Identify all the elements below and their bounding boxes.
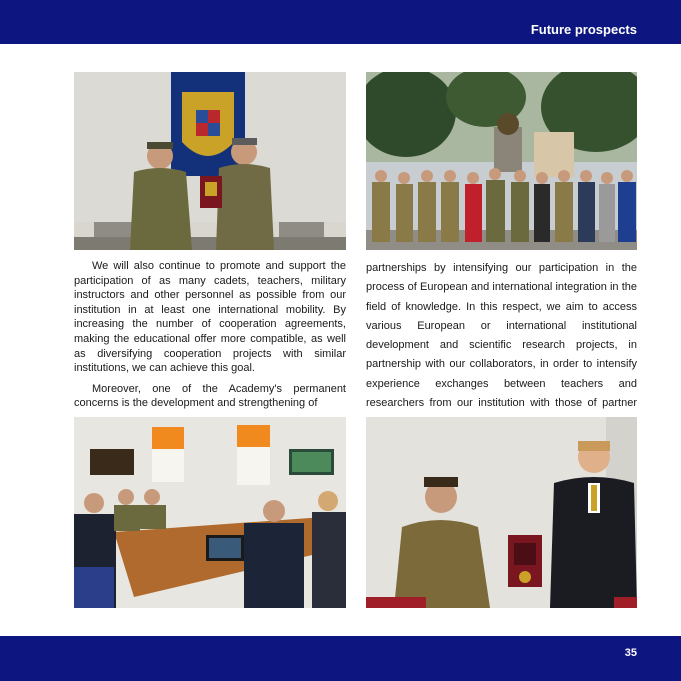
header-bar: [0, 0, 681, 44]
photo-meeting-room: [74, 417, 346, 608]
footer-bar: [0, 636, 681, 681]
paragraph-cooperation: We will also continue to promote and support the participation of as many cadets, teachers, military instructors and other personnel as possible from our institution in at least one international mobility. By increasing the number of cooperation agreements, making the educational offer more compatible, as well as diversifying cooperation projects with similar institutions, we can achieve this goal.: [74, 260, 346, 375]
paragraph-academy-concerns: Moreover, one of the Academy's permanent concerns is the development and strengthening of: [74, 382, 346, 410]
photo-plaque-exchange-coat-of-arms: [74, 72, 346, 250]
section-title: Future prospects: [530, 22, 637, 37]
page-number: 35: [624, 647, 637, 659]
photo-group-outdoor-monument: [366, 72, 637, 250]
text-column-left: [74, 259, 346, 411]
photo-officer-civilian-plaque: [366, 417, 637, 608]
text-column-right: [366, 259, 637, 433]
paragraph-partnerships: partnerships by intensifying our participation in the process of European and international integration in the field of knowledge. In this respect, we aim to access various European or international institutional development and scientific research projects, in partnership with our collaborators, in order to intensify experience exchanges between teachers and researchers from our institution with those of partner: [366, 262, 637, 410]
